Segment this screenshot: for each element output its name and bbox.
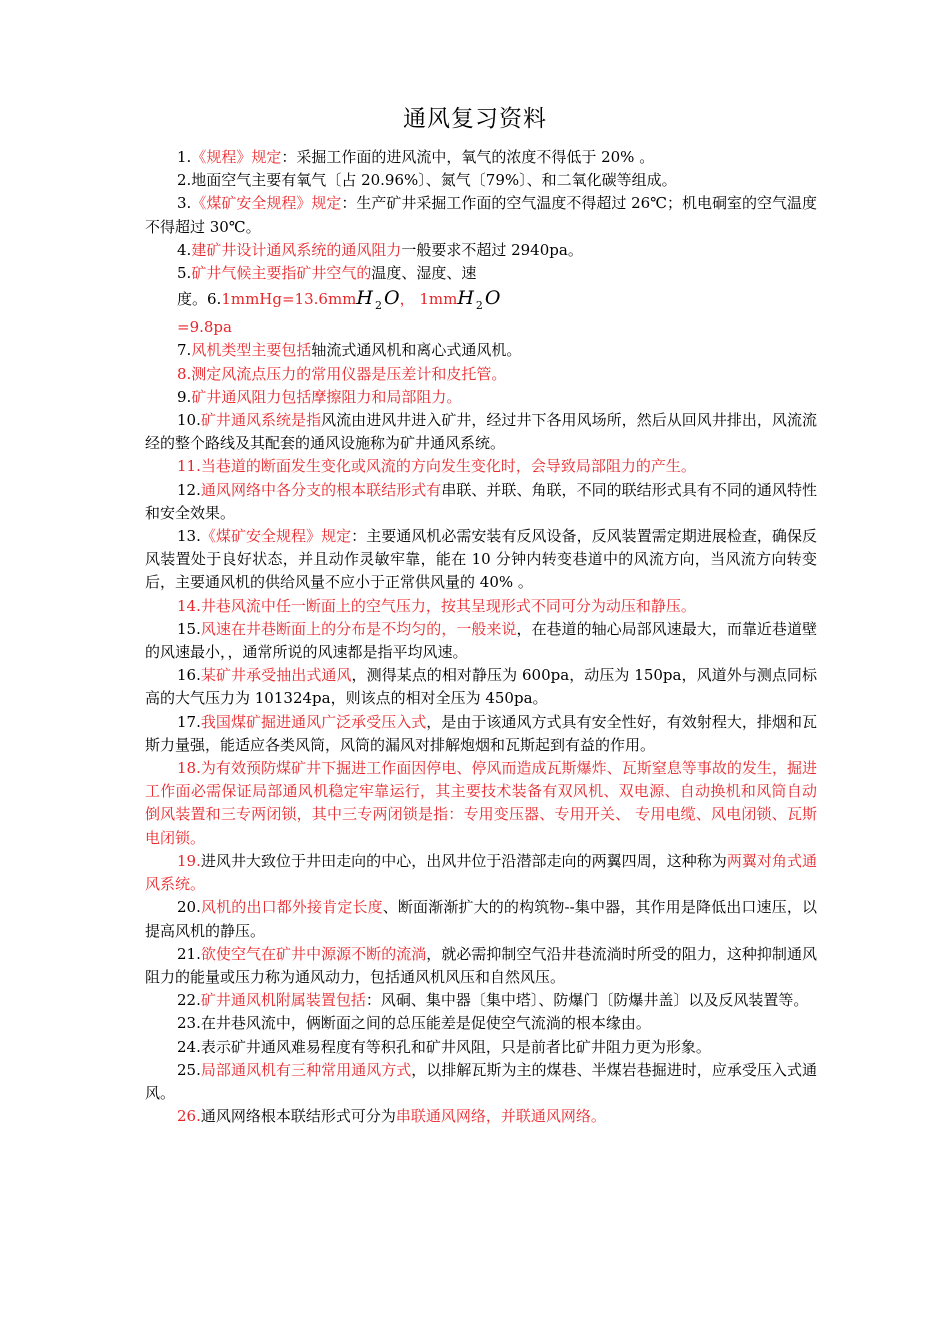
text-segment: 矿井通风机附属装置包括 bbox=[200, 991, 366, 1010]
text-segment: 16. bbox=[177, 666, 201, 685]
text-segment: 风流由进风井进入矿井，经过井下各用风场所，然后从回风井排出，风流流经的整个路线及其配套的通风设施称为矿井通风系统。 bbox=[145, 411, 817, 453]
text-segment: 13. bbox=[177, 527, 201, 546]
text-segment: 19. bbox=[177, 851, 201, 870]
formula-o: O bbox=[383, 287, 400, 310]
formula-sub: 2 bbox=[475, 299, 483, 313]
item-23 bbox=[145, 1012, 817, 1035]
formula-h: H bbox=[356, 287, 373, 310]
item-20 bbox=[145, 896, 817, 942]
item-11 bbox=[145, 455, 817, 478]
item-25 bbox=[145, 1059, 817, 1105]
text-segment: 《煤矿安全规程》规定 bbox=[191, 194, 342, 213]
item-16 bbox=[145, 664, 817, 710]
text-segment: 度。6. bbox=[177, 290, 222, 309]
text-segment: 14.井巷风流中任一断面上的空气压力，按其呈现形式不同可分为动压和静压。 bbox=[177, 596, 696, 615]
text-segment: 矿井通风阻力包括摩擦阻力和局部阻力。 bbox=[191, 387, 462, 406]
text-segment: 2.地面空气主要有氧气〔占 20.96%〕、氮气〔79%〕、和二氧化碳等组成。 bbox=[177, 171, 677, 190]
text-segment: 串联、并联、角联，不同的联结形式具有不同的通风特性和安全效果。 bbox=[145, 480, 817, 522]
text-segment: ，测得某点的相对静压为 600pa，动压为 150pa，风道外与测点同标高的大气压力为 101324pa，则该点的相对全压为 450pa。 bbox=[145, 666, 817, 708]
h2o-formula bbox=[457, 287, 501, 313]
item-13 bbox=[145, 525, 817, 595]
page-title: 通风复习资料 bbox=[403, 106, 547, 132]
text-segment: 欲使空气在矿井中源源不断的流淌 bbox=[200, 944, 427, 963]
text-segment: 1. bbox=[177, 148, 192, 166]
items-rest bbox=[145, 339, 817, 1128]
text-segment: 风机类型主要包括 bbox=[191, 341, 312, 360]
text-segment: 25. bbox=[177, 1060, 201, 1079]
text-segment: 8.测定风流点压力的常用仪器是压差计和皮托管。 bbox=[177, 364, 507, 383]
item-17 bbox=[145, 711, 817, 757]
text-segment: 一般要求不超过 2940pa。 bbox=[401, 240, 583, 259]
item-7 bbox=[145, 339, 817, 362]
text-segment: ，以排解瓦斯为主的煤巷、半煤岩巷掘进时，应承受压入式通风。 bbox=[145, 1060, 817, 1102]
text-segment: 3. bbox=[177, 194, 192, 213]
text-segment: 15. bbox=[177, 619, 201, 638]
text-segment: 矿井气候主要指矿井空气的 bbox=[191, 264, 372, 283]
text-segment: 、断面渐渐扩大的的构筑物--集中器，其作用是降低出口速压，以提高风机的静压。 bbox=[145, 898, 817, 940]
text-segment: ：主要通风机必需安装有反风设备，反风装置需定期进展检查，确保反风装置处于良好状态，并且动作灵敏牢靠，能在 10 分钟内转变巷道中的风流方向，当风流方向转变后，主要通风机的供给风量不应小于正常供风量的 40% 。 bbox=[145, 527, 817, 592]
text-segment: ：采掘工作面的进风流中，氧气的浓度不得低于 20% 。 bbox=[281, 148, 655, 166]
text-segment: 17. bbox=[177, 712, 201, 731]
text-segment: 12. bbox=[177, 480, 201, 499]
item-1 bbox=[145, 146, 817, 169]
text-segment: 通风网络根本联结形式可分为 bbox=[200, 1107, 396, 1126]
item-6-tail bbox=[145, 316, 817, 339]
text-segment: 温度、湿度、速 bbox=[371, 264, 477, 283]
text-segment: 20. bbox=[177, 898, 201, 917]
document-body bbox=[145, 146, 817, 1128]
text-segment: ，是由于该通风方式具有安全性好，有效射程大，排烟和瓦斯力量强，能适应各类风筒，风筒的漏风对排解炮烟和瓦斯起到有益的作用。 bbox=[145, 712, 817, 754]
formula-o: O bbox=[484, 287, 501, 310]
text-segment: 建矿井设计通风系统的通风阻力 bbox=[191, 240, 402, 259]
text-segment: 7. bbox=[177, 341, 192, 360]
text-segment: ：风硐、集中器〔集中塔〕、防爆门〔防爆井盖〕以及反风装置等。 bbox=[365, 991, 809, 1010]
item-3 bbox=[145, 192, 817, 238]
item-6 bbox=[145, 285, 817, 314]
text-segment: 进风井大致位于井田走向的中心，出风井位于沿潜部走向的两翼四周，这种称为 bbox=[200, 851, 727, 870]
item-15 bbox=[145, 618, 817, 664]
item-2 bbox=[145, 169, 817, 192]
text-segment: 某矿井承受抽出式通风 bbox=[200, 666, 352, 685]
formula-h: H bbox=[457, 287, 474, 310]
item-14 bbox=[145, 595, 817, 618]
text-segment: 我国煤矿掘进通风广泛承受压入式 bbox=[200, 712, 427, 731]
item-5 bbox=[145, 262, 505, 285]
text-segment: 《规程》规定 bbox=[191, 148, 282, 166]
item-24 bbox=[145, 1036, 817, 1059]
text-segment: 局部通风机有三种常用通风方式 bbox=[200, 1060, 412, 1079]
item-4 bbox=[145, 239, 817, 262]
text-segment: ， 1mm bbox=[399, 290, 458, 309]
text-segment: 9. bbox=[177, 387, 192, 406]
item-9 bbox=[145, 386, 817, 409]
text-segment: 两翼对角式通风系统。 bbox=[145, 851, 817, 894]
text-segment: 通风网络中各分支的根本联结形式有 bbox=[200, 480, 442, 499]
h2o-formula bbox=[356, 287, 400, 313]
text-segment: 5. bbox=[177, 264, 192, 283]
text-segment: =9.8pa bbox=[177, 318, 232, 337]
text-segment: 23.在井巷风流中，俩断面之间的总压能差是促使空气流淌的根本缘由。 bbox=[177, 1014, 651, 1033]
text-segment: 4. bbox=[177, 240, 192, 259]
item-10 bbox=[145, 409, 817, 455]
text-segment: ，在巷道的轴心局部风速最大，而靠近巷道壁的风速最小，，通常所说的风速都是指平均风速。 bbox=[145, 619, 817, 662]
text-segment: 矿井通风系统是指 bbox=[200, 411, 322, 430]
text-segment: 轴流式通风机和离心式通风机。 bbox=[311, 341, 522, 360]
text-segment: 18.为有效预防煤矿井下掘进工作面因停电、停风而造成瓦斯爆炸、瓦斯窒息等事故的发生，掘进工作面必需保证局部通风机稳定牢靠运行，其主要技术装备有双风机、双电源、自动换机和风筒自动倒风装置和三专两闭锁，其中三专两闭锁是指：专用变压器、专用开关、 专用电缆、风电闭锁、瓦斯电闭锁。 bbox=[145, 759, 817, 847]
item-12 bbox=[145, 479, 817, 525]
text-segment: ：生产矿井采掘工作面的空气温度不得超过 26℃；机电硐室的空气温度不得超过 30℃。 bbox=[145, 194, 817, 236]
text-segment: 风速在井巷断面上的分布是不均匀的，一般来说 bbox=[200, 619, 517, 638]
text-segment: 24.表示矿井通风难易程度有等积孔和矿井风阻，只是前者比矿井阻力更为形象。 bbox=[177, 1037, 711, 1056]
text-segment: 10. bbox=[177, 411, 201, 430]
text-segment: 1mmHg=13.6mm bbox=[221, 290, 357, 309]
text-segment: 串联通风网络，并联通风网络。 bbox=[395, 1107, 606, 1126]
text-segment: 21. bbox=[177, 944, 201, 963]
item-22 bbox=[145, 989, 817, 1012]
text-segment: 《煤矿安全规程》规定 bbox=[200, 527, 352, 546]
formula-sub: 2 bbox=[374, 299, 382, 313]
text-segment: ，就必需抑制空气沿井巷流淌时所受的阻力，这种抑制通风阻力的能量或压力称为通风动力，包括通风机风压和自然风压。 bbox=[145, 944, 817, 986]
item-26 bbox=[145, 1105, 817, 1128]
text-segment: 11.当巷道的断面发生变化或风流的方向发生变化时，会导致局部阻力的产生。 bbox=[177, 457, 696, 476]
text-segment: 22. bbox=[177, 991, 201, 1010]
item-8 bbox=[145, 363, 817, 386]
text-segment: 风机的出口都外接肯定长度 bbox=[200, 898, 383, 917]
item-19 bbox=[145, 850, 817, 896]
item-21 bbox=[145, 943, 817, 989]
text-segment: 26. bbox=[177, 1107, 201, 1126]
item-18 bbox=[145, 757, 817, 850]
